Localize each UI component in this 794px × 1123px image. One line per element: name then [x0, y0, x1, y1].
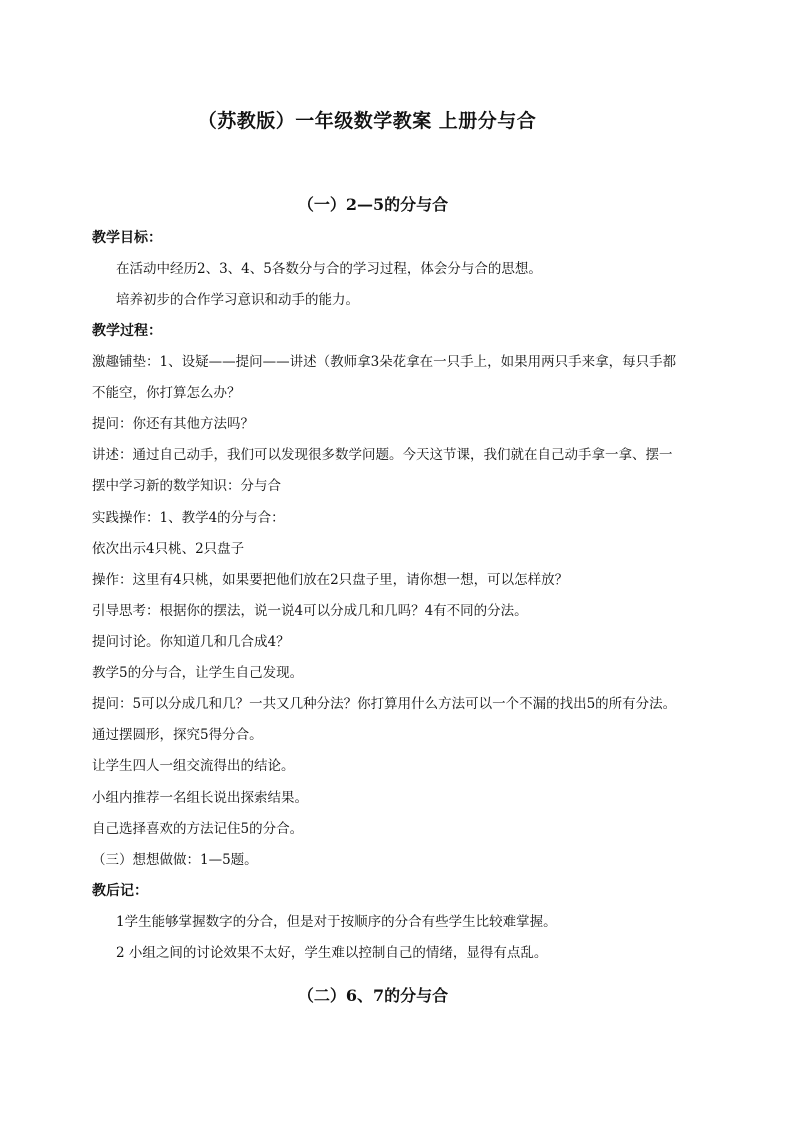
section-heading-1: （一）2—5的分与合 [297, 195, 449, 214]
process-line: 让学生四人一组交流得出的结论。 [92, 758, 295, 774]
reflection-label: 教后记： [92, 883, 148, 899]
process-line: 摆中学习新的数学知识：分与合 [92, 478, 281, 494]
process-line: （三）想想做做：1—5题。 [92, 852, 258, 868]
process-line: 提问讨论。你知道几和几合成4？ [92, 634, 290, 650]
process-line: 自己选择喜欢的方法记住5的分合。 [92, 821, 304, 837]
process-line: 不能空，你打算怎么办？ [92, 385, 241, 401]
process-line: 讲述：通过自己动手，我们可以发现很多数学问题。今天这节课，我们就在自己动手拿一拿、摆一 [92, 447, 673, 463]
process-label: 教学过程： [92, 323, 162, 339]
process-line: 提问：5可以分成几和几？一共又几种分法？你打算用什么方法可以一个不漏的找出5的所有分法。 [92, 696, 677, 712]
goals-label: 教学目标： [92, 230, 162, 246]
process-line: 实践操作：1、教学4的分与合： [92, 510, 285, 526]
goal-item: 在活动中经历2、3、4、5各数分与合的学习过程，体会分与合的思想。 [116, 261, 542, 277]
process-line: 依次出示4只桃、2只盘子 [92, 541, 245, 557]
process-line: 小组内推荐一名组长说出探索结果。 [92, 790, 308, 806]
process-line: 提问：你还有其他方法吗？ [92, 416, 254, 432]
process-line: 教学5的分与合，让学生自己发现。 [92, 665, 304, 681]
reflection-item: 2 小组之间的讨论效果不太好，学生难以控制自己的情绪，显得有点乱。 [116, 945, 548, 961]
process-line: 激趣铺垫：1、设疑——提问——讲述（教师拿3朵花拿在一只手上，如果用两只手来拿，每只手都 [92, 354, 677, 370]
process-line: 通过摆圆形，探究5得分合。 [92, 727, 263, 743]
process-line: 引导思考：根据你的摆法，说一说4可以分成几和几吗？4有不同的分法。 [92, 603, 528, 619]
process-line: 操作：这里有4只桃，如果要把他们放在2只盘子里，请你想一想，可以怎样放？ [92, 572, 569, 588]
section-heading-2: （二）6、7的分与合 [297, 986, 449, 1005]
reflection-item: 1学生能够掌握数字的分合，但是对于按顺序的分合有些学生比较难掌握。 [116, 914, 557, 930]
document-title: （苏教版）一年级数学教案 上册分与合 [197, 110, 537, 132]
goal-item: 培养初步的合作学习意识和动手的能力。 [116, 292, 359, 308]
